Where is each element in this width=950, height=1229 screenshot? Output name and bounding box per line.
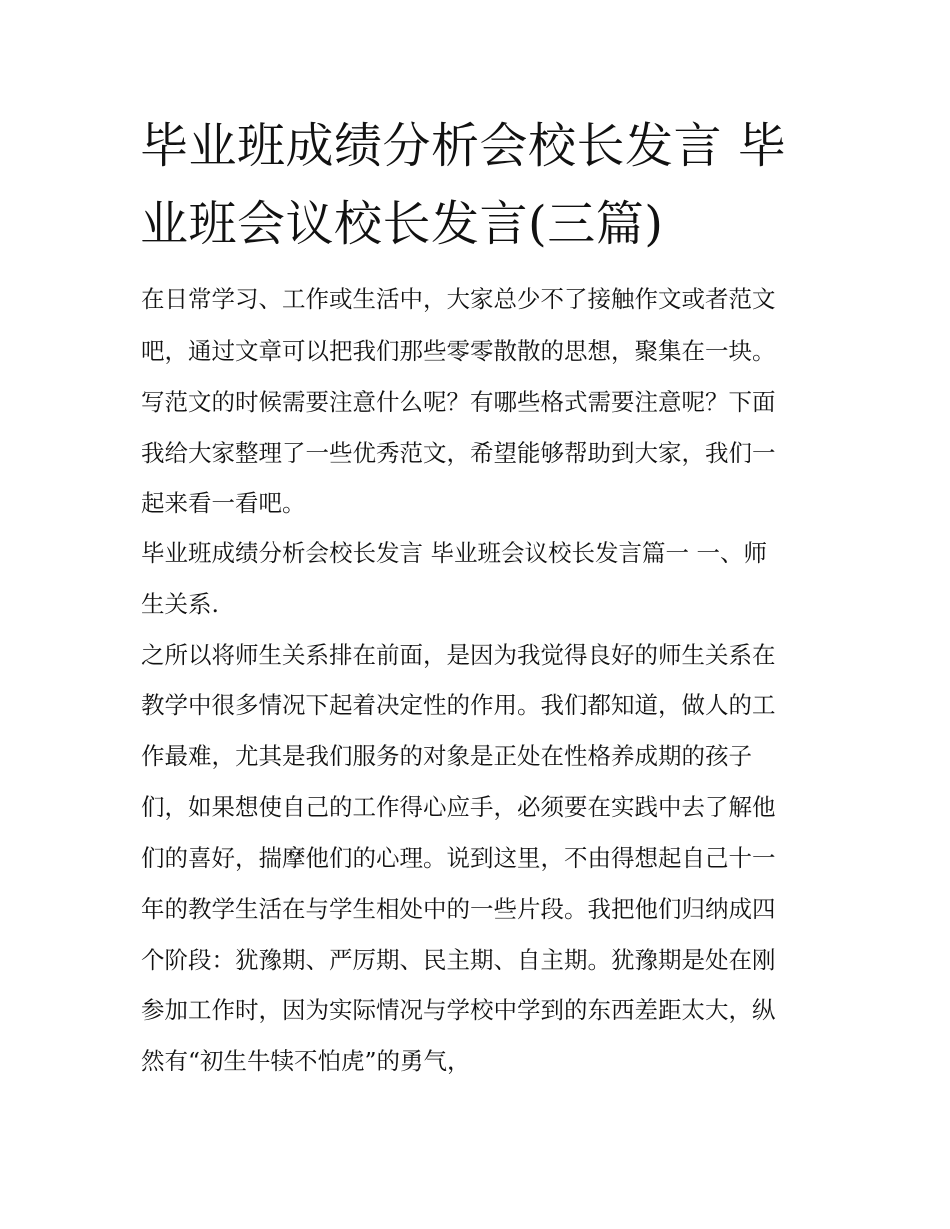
body-text-line: 在日常学习、工作或生活中，大家总少不了接触作文或者范文	[141, 285, 776, 313]
body-text-line: 之所以将师生关系排在前面，是因为我觉得良好的师生关系在	[141, 641, 776, 669]
document-title-line-1: 毕业班成绩分析会校长发言 毕	[140, 118, 787, 174]
body-text-line: 参加工作时，因为实际情况与学校中学到的东西差距太大，纵	[141, 996, 776, 1024]
body-text-line: 然有“初生牛犊不怕虎”的勇气，	[141, 1047, 471, 1075]
body-text-line: 教学中很多情况下起着决定性的作用。我们都知道，做人的工	[141, 691, 776, 719]
section-heading-line: 生关系.	[141, 590, 219, 618]
body-text-line: 年的教学生活在与学生相处中的一些片段。我把他们归纳成四	[141, 895, 776, 923]
body-text-line: 吧，通过文章可以把我们那些零零散散的思想，聚集在一块。	[141, 337, 776, 365]
body-text-line: 写范文的时候需要注意什么呢？有哪些格式需要注意呢？下面	[141, 388, 776, 416]
body-text-line: 起来看一看吧。	[141, 489, 306, 517]
body-text-line: 们，如果想使自己的工作得心应手，必须要在实践中去了解他	[141, 793, 776, 821]
body-text-line: 我给大家整理了一些优秀范文，希望能够帮助到大家，我们一	[141, 439, 776, 467]
body-text-line: 个阶段：犹豫期、严厉期、民主期、自主期。犹豫期是处在刚	[141, 946, 776, 974]
section-heading-line: 毕业班成绩分析会校长发言 毕业班会议校长发言篇一 一、师	[141, 539, 767, 567]
body-text-line: 作最难，尤其是我们服务的对象是正处在性格养成期的孩子	[141, 742, 752, 770]
document-title-line-2: 业班会议校长发言(三篇)	[140, 196, 664, 252]
body-text-line: 们的喜好，揣摩他们的心理。说到这里，不由得想起自己十一	[141, 844, 776, 872]
